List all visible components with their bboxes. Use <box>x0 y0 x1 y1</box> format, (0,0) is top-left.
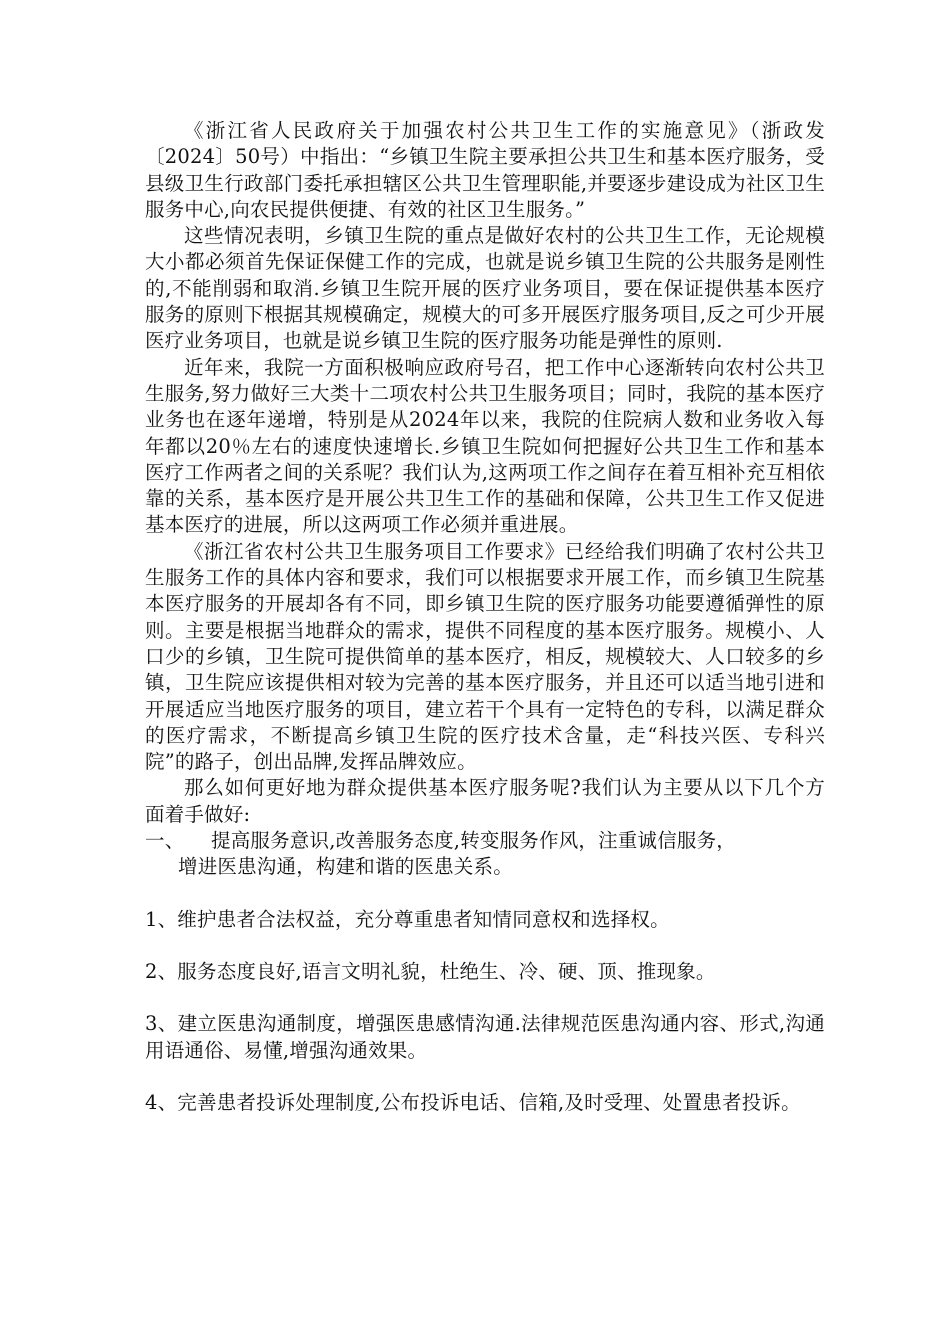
paragraph-policy-quote: 《浙江省人民政府关于加强农村公共卫生工作的实施意见》（浙政发〔2024〕50号）中指出：“乡镇卫生院主要承担公共卫生和基本医疗服务，受县级卫生行政部门委托承担辖区公共卫生管理职能,并要逐步建设成为社区卫生服务中心,向农民提供便捷、有效的社区卫生服务。” <box>145 119 825 221</box>
paragraph-requirements: 《浙江省农村公共卫生服务项目工作要求》已经给我们明确了农村公共卫生服务工作的具体内容和要求，我们可以根据要求开展工作，而乡镇卫生院基本医疗服务的开展却各有不同，即乡镇卫生院的医疗服务功能要遵循弹性的原则。主要是根据当地群众的需求，提供不同程度的基本医疗服务。规模小、人口少的乡镇，卫生院可提供简单的基本医疗，相反，规模较大、人口较多的乡镇，卫生院应该提供相对较为完善的基本医疗服务，并且还可以适当地引进和开展适应当地医疗服务的项目，建立若干个具有一定特色的专科，以满足群众的医疗需求，不断提高乡镇卫生院的医疗技术含量，走“科技兴医、专科兴院”的路子，创出品牌,发挥品牌效应。 <box>145 539 825 774</box>
section-heading-line1: 提高服务意识,改善服务态度,转变服务作风，注重诚信服务， <box>211 829 736 853</box>
paragraph-situation: 这些情况表明，乡镇卫生院的重点是做好农村的公共卫生工作，无论规模大小都必须首先保证保健工作的完成，也就是说乡镇卫生院的公共服务是刚性的,不能削弱和取消.乡镇卫生院开展的医疗业务项目，要在保证提供基本医疗服务的原则下根据其规模确定，规模大的可多开展医疗服务项目,反之可少开展医疗业务项目，也就是说乡镇卫生院的医疗服务功能是弹性的原则. <box>145 224 825 353</box>
section-heading-one <box>145 828 825 854</box>
section-marker: 一、 <box>145 829 185 853</box>
list-item-2: 2、服务态度良好,语言文明礼貌，杜绝生、冷、硬、顶、推现象。 <box>145 959 716 983</box>
section-heading-line2: 增进医患沟通，构建和谐的医患关系。 <box>178 855 513 879</box>
list-item-4: 4、完善患者投诉处理制度,公布投诉电话、信箱,及时受理、处置患者投诉。 <box>145 1090 801 1114</box>
paragraph-how-to: 那么如何更好地为群众提供基本医疗服务呢?我们认为主要从以下几个方面着手做好: <box>145 776 825 826</box>
document-body <box>145 118 825 1116</box>
list-item-3: 3、建立医患沟通制度，增强医患感情沟通.法律规范医患沟通内容、形式,沟通用语通俗、易懂,增强沟通效果。 <box>145 1012 825 1062</box>
paragraph-recent-years: 近年来，我院一方面积极响应政府号召，把工作中心逐渐转向农村公共卫生服务,努力做好三大类十二项农村公共卫生服务项目；同时，我院的基本医疗业务也在逐年递增，特别是从2024年以来，我院的住院病人数和业务收入每年都以20％左右的速度快速增长.乡镇卫生院如何把握好公共卫生工作和基本医疗工作两者之间的关系呢？我们认为,这两项工作之间存在着互相补充互相依靠的关系，基本医疗是开展公共卫生工作的基础和保障，公共卫生工作又促进基本医疗的进展，所以这两项工作必须并重进展。 <box>145 355 825 537</box>
list-item-1: 1、维护患者合法权益，充分尊重患者知情同意权和选择权。 <box>145 907 670 931</box>
